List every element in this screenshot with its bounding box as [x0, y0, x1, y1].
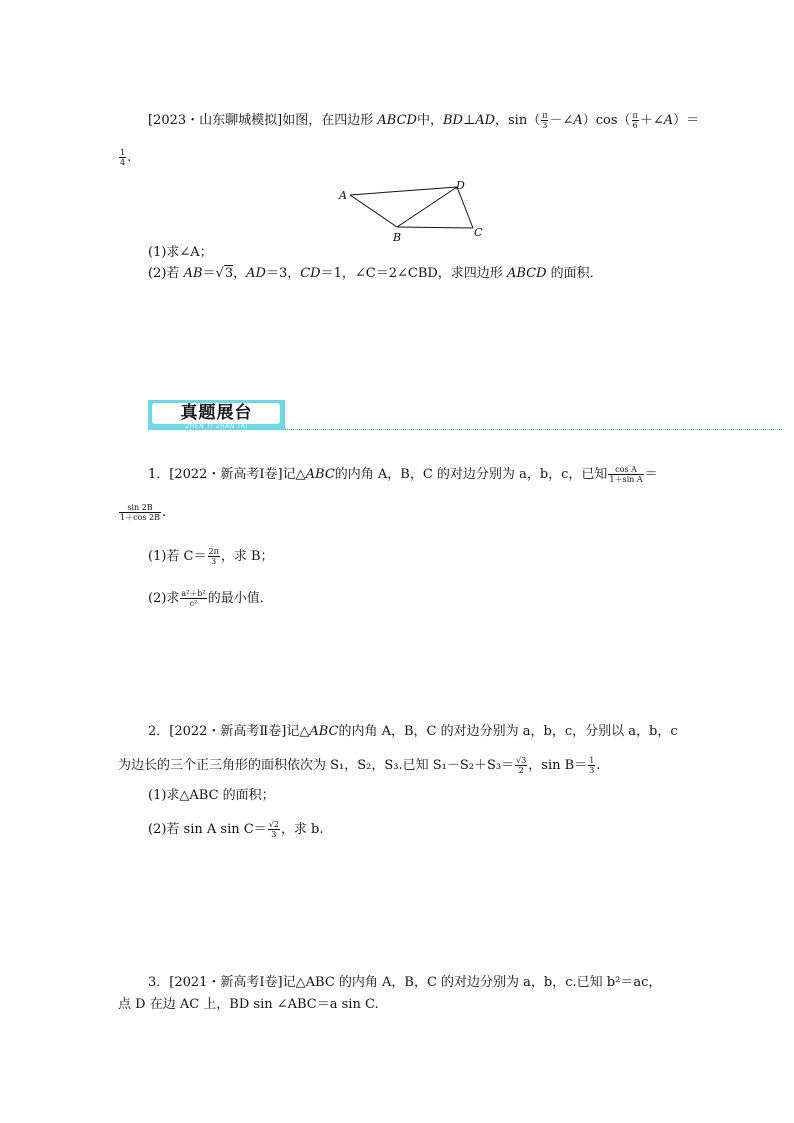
- intro-line-1: [2023・山东聊城模拟]如图，在四边形 ABCD中，BD⊥AD，sin（ $\frac{\pi}{3}$ －∠A）cos（ $\frac{\pi}{6}$ ＋∠A）＝: [148, 111, 700, 130]
- intro-question-1: (1)求∠A；: [148, 245, 213, 260]
- vertex-label-b: B: [393, 231, 402, 244]
- problem-3-line-1: 3．[2021・新高考Ⅰ卷]记△ABC 的内角 A，B，C 的对边分别为 a，b，c.已知 b²＝ac，: [148, 975, 662, 990]
- problem-1-question-2: (2)求 $\frac{\text{a²＋b²}}{\text{c²}}$ 的最小值．: [148, 589, 273, 608]
- segment-dc: [457, 187, 473, 228]
- problem-2-question-1: (1)求△ABC 的面积；: [148, 788, 275, 803]
- fraction-1-4: $\frac{1}{4}$: [120, 148, 126, 167]
- intro-line-2: $\frac{1}{4}$ .: [120, 148, 132, 167]
- segment-ab: [350, 195, 397, 227]
- fraction-2pi-3: $\frac{2\pi}{3}$: [208, 547, 219, 566]
- problem-1-line-1: 1．[2022・新高考Ⅰ卷]记△ABC的内角 A，B，C 的对边分别为 a，b，c，已知 $\frac{\text{cos A}}{\text{1＋sin A}}$ ＝: [148, 465, 658, 484]
- vertex-label-c: C: [474, 226, 483, 239]
- banner-pinyin: ZHEN TI ZHAN TAI: [185, 423, 248, 430]
- fraction-sqrt2-3: $\frac{√2}{3}$: [268, 820, 279, 839]
- section-banner: [148, 400, 285, 430]
- intro-source: [2023・山东聊城模拟]: [148, 113, 283, 128]
- fraction-cosA: $\frac{\text{cos A}}{\text{1＋sin A}}$: [609, 465, 643, 484]
- problem-1-question-1: (1)若 C＝ $\frac{2\pi}{3}$ ，求 B；: [148, 547, 274, 566]
- fraction-a2b2-c2: $\frac{\text{a²＋b²}}{\text{c²}}$: [181, 589, 206, 608]
- fraction-1-3: $\frac{1}{3}$: [589, 756, 595, 775]
- fraction-pi-6: $\frac{\pi}{6}$: [632, 111, 638, 130]
- vertex-label-a: A: [339, 189, 347, 202]
- quadrilateral-figure: [330, 175, 500, 245]
- segment-bc: [397, 227, 473, 228]
- segment-bd: [397, 187, 457, 227]
- banner-dotted-rule: [285, 429, 782, 430]
- intro-question-2: (2)若 AB＝√3，AD＝3，CD＝1，∠C＝2∠CBD，求四边形 ABCD 的面积．: [148, 266, 603, 281]
- segment-ad: [350, 187, 457, 195]
- banner-title: 真题展台: [180, 403, 253, 423]
- problem-1-line-2: $\frac{\sin 2B}{1+\cos 2B}$ .: [120, 503, 167, 522]
- problem-2-line-1: 2．[2022・新高考Ⅱ卷]记△ABC的内角 A，B，C 的对边分别为 a，b，c，分别以 a，b，c: [148, 724, 678, 739]
- problem-2-line-2: 为边长的三个正三角形的面积依次为 S₁，S₂，S₃.已知 S₁－S₂＋S₃＝ $\frac{√3}{2}$ ，sin B＝ $\frac{1}{3}$ .: [118, 756, 601, 775]
- vertex-label-d: D: [456, 179, 465, 192]
- fraction-sin2B: $\frac{\sin 2B}{1+\cos 2B}$: [120, 503, 161, 522]
- fraction-sqrt3-2: $\frac{√3}{2}$: [516, 756, 527, 775]
- problem-2-question-2: (2)若 sin A sin C＝ $\frac{√2}{3}$ ，求 b.: [148, 820, 324, 839]
- problem-3-line-2: 点 D 在边 AC 上，BD sin ∠ABC＝a sin C.: [118, 997, 379, 1012]
- fraction-pi-3: $\frac{\pi}{3}$: [542, 111, 548, 130]
